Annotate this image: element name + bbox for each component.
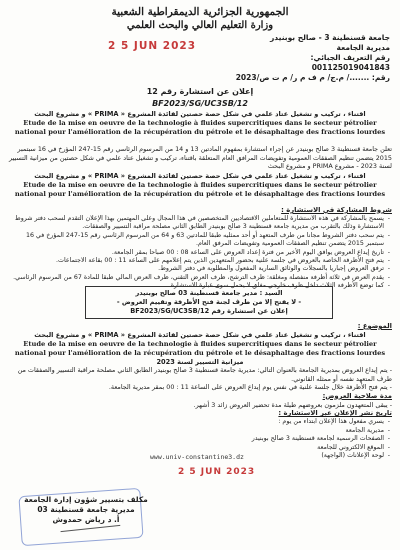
announcement-title: إعلان عن استشارة رقم 12: [146, 87, 254, 96]
envelope-line-1: السيد : مدير جامعة قسنطينة 03 صالح بوبنيدر: [135, 289, 283, 297]
country-name: الجمهورية الجزائرية الديمقراطية الشعبية: [111, 6, 289, 18]
object-repeat-french: Etude de la mise en oeuvre de la technologie à fluides supercritiques dans le secteur pétrolier national pour l'amélioration de la récupération du pétrole et le désaphaltage des fractions lourdes: [14, 181, 386, 198]
list-item: - مديرية الجامعة: [8, 427, 384, 435]
closing-line-1: - يتم إيداع العروض بمديرية الجامعة بالعنوان التالي: مديرية جامعة قسنطينة 3 صالح بوبنيدر الطابق الثاني مصلحة مراقبة التسيير والصفقات من طرف المتعهد نفسه أو ممثله القانوني.: [17, 366, 392, 383]
envelope-line-2: - لا يفتح إلا من طرف لجنة فتح الأظرفة وتقييم العروض -: [116, 298, 302, 306]
tax-id-label: رقم التعريف الجبائي:: [310, 53, 390, 62]
object-repeat-arabic: اقتناء ، تركيب و تشغيل عتاد علمي في شكل حصة حصتين لفائدة المشروع « PRIMA » و مشروع البحث: [34, 172, 366, 180]
list-item: - لوحة الإعلانات (الواجهة): [8, 452, 384, 460]
list-item: - يتم فتح الأظرفة الخاصة بالعروض في جلسة علنية بحضور المتعهدين الذين يتم إعلامهم على الساعة 11 : 00 بقاعة الاجتماعات.: [8, 257, 384, 265]
issuer-block: [215, 33, 390, 83]
tax-id: 001125019041843: [311, 63, 390, 72]
list-item: - يسري مفعول هذا الإعلان ابتداء من يوم :: [8, 418, 384, 426]
object-repeat-block: [8, 172, 392, 199]
list-item: - يسمح بالمشاركة في هذه الاستشارة للمتعاملين الاقتصاديين المتخصصين في هذا المجال وعلى المهتمين بهذا الإعلان التقدم لسحب دفتر شروط الاستشارة وذلك بالتقرب من مديرية جامعة قسنطينة 3 صالح بوبنيدر الطابق الثاني مصلحة مراقبة التسيير والصفقات.: [8, 215, 384, 232]
date-stamp: 2 5 JUN 2023: [108, 40, 197, 52]
date-stamp-second: 2 5 JUN 2023: [178, 467, 256, 477]
closing-section: [8, 366, 392, 460]
final-object-arabic: اقتناء ، تركيب و تشغيل عتاد علمي في شكل حصة حصتين لفائدة المشروع « PRIMA » و مشروع البحث: [34, 331, 366, 339]
university-url: www.univ-constantine3.dz: [150, 453, 244, 461]
signature-institution: مديرية جامعة قسنطينة 03: [37, 505, 135, 514]
final-object-block: [8, 322, 392, 367]
object-french: Etude de la mise en oeuvre de la technologie à fluides supercritiques dans le secteur pétrolier national pour l'amélioration de la récupération du pétrole et le désaphaltage des fractions lourdes: [14, 119, 386, 136]
signature-title: مكلف بتسيير شؤون إدارة الجامعة: [24, 495, 148, 504]
object-block: [8, 110, 392, 137]
conditions-list: [8, 215, 392, 291]
validity-title: مدة صلاحية العروض:: [322, 391, 392, 400]
ministry-name: وزارة التعليم العالي والبحث العلمي: [126, 20, 274, 31]
closing-line-3: - يبقى المتعهدون ملزمون بعروضهم طيلة مدة تحضير العروض زائد 3 أشهر.: [193, 400, 392, 409]
list-item: - يتم سحب دفتر الشروط مجانا من طرف المتعهد أو أحد ممثليه طبقا للمادتين 63 و 64 من المرسوم الرئاسي رقم 15-247 المؤرخ في 16 سبتمبر 2015 يتضمن تنظيم الصفقات العمومية وتفويضات المرفق العام.: [8, 232, 384, 249]
conditions-title: شروط المشاركة في الاستشارة :: [281, 206, 392, 214]
list-item: - كما توضع الأظرفة الثلاث داخل ظرف خارجي مغلق لا يحمل سوى عبارة الاستشارة.: [8, 282, 384, 290]
issuer-university: جامعة قسنطينة 3 - صالح بوبنيدر: [269, 33, 390, 42]
publish-title: تاريخ نشر الإعلان عبر الاستشارة :: [278, 409, 392, 418]
conditions-section: [8, 206, 392, 291]
reference-number: رقم: ......./ م.ج/ م ف م ر/ م ت ص/2023: [235, 73, 390, 82]
signature-name: أ. د رياض حمدوش: [52, 515, 120, 524]
list-item: - يقدم العرض في ثلاثة أظرفة منفصلة ومغلقة: ظرف الترشح، ظرف العرض التقني، ظرف العرض المالي طبقا للمادة 67 من المرسوم الرئاسي.: [8, 274, 384, 282]
budget-line: ميزانية التسيير لسنة 2023: [156, 357, 244, 366]
envelope-line-3: إعلان عن استشارة رقم BF2023/SG/UC3SB/12: [130, 307, 288, 315]
final-object-french: Etude de la mise en oeuvre de la technologie à fluides supercritiques dans le secteur pétrolier national pour l'amélioration de la récupération du pétrole et le désaphaltage des fractions lourdes: [14, 340, 386, 357]
list-item: - الموقع الالكتروني للجامعة: [8, 444, 384, 452]
closing-line-2: - يتم فتح الأظرفة خلال جلسة علنية في نفس يوم إيداع العروض على الساعة 11 : 00 بمقر مديرية الجامعة.: [108, 383, 392, 392]
list-item: - ترفق العروض إجباريا بالسجلات والوثائق السارية المفعول والمطلوبة في دفتر الشروط.: [8, 265, 384, 273]
reference-code: BF2023/SG/UC3SB/12: [152, 99, 248, 108]
intro-paragraph: تعلن جامعة قسنطينة 3 صالح بوبنيدر عن إجراء استشارة بمفهوم المادتين 13 و 14 من المرسوم الرئاسي رقم 15-247 المؤرخ في 16 سبتمبر 2015 يتضمن تنظيم الصفقات العمومية وتفويضات المرافق العام المتعلقة باقتناء، تركيب و تشغيل عتاد علمي في شكل حصتين من ميزانية التسيير لسنة 2023 - مشروع PRIMA و مشروع البحث: [8, 145, 392, 171]
envelope-frame: [85, 286, 333, 319]
document-header: [60, 6, 340, 32]
list-item: - تاريخ إيداع العروض يوافق اليوم الأخير من فترة إعداد العروض على الساعة 08 : 00 صباحا بمقر الجامعة.: [8, 249, 384, 257]
final-object-label: الموضوع :: [357, 322, 392, 330]
object-arabic: اقتناء ، تركيب و تشغيل عتاد علمي في شكل حصة حصتين لفائدة المشروع « PRIMA » و مشروع البحث: [34, 110, 366, 118]
issuer-directorate: مديرية الجامعة: [336, 43, 390, 52]
list-item: - الصفحات الرسمية لجامعة قسنطينة 3 صالح بوبنيدر: [8, 435, 384, 443]
